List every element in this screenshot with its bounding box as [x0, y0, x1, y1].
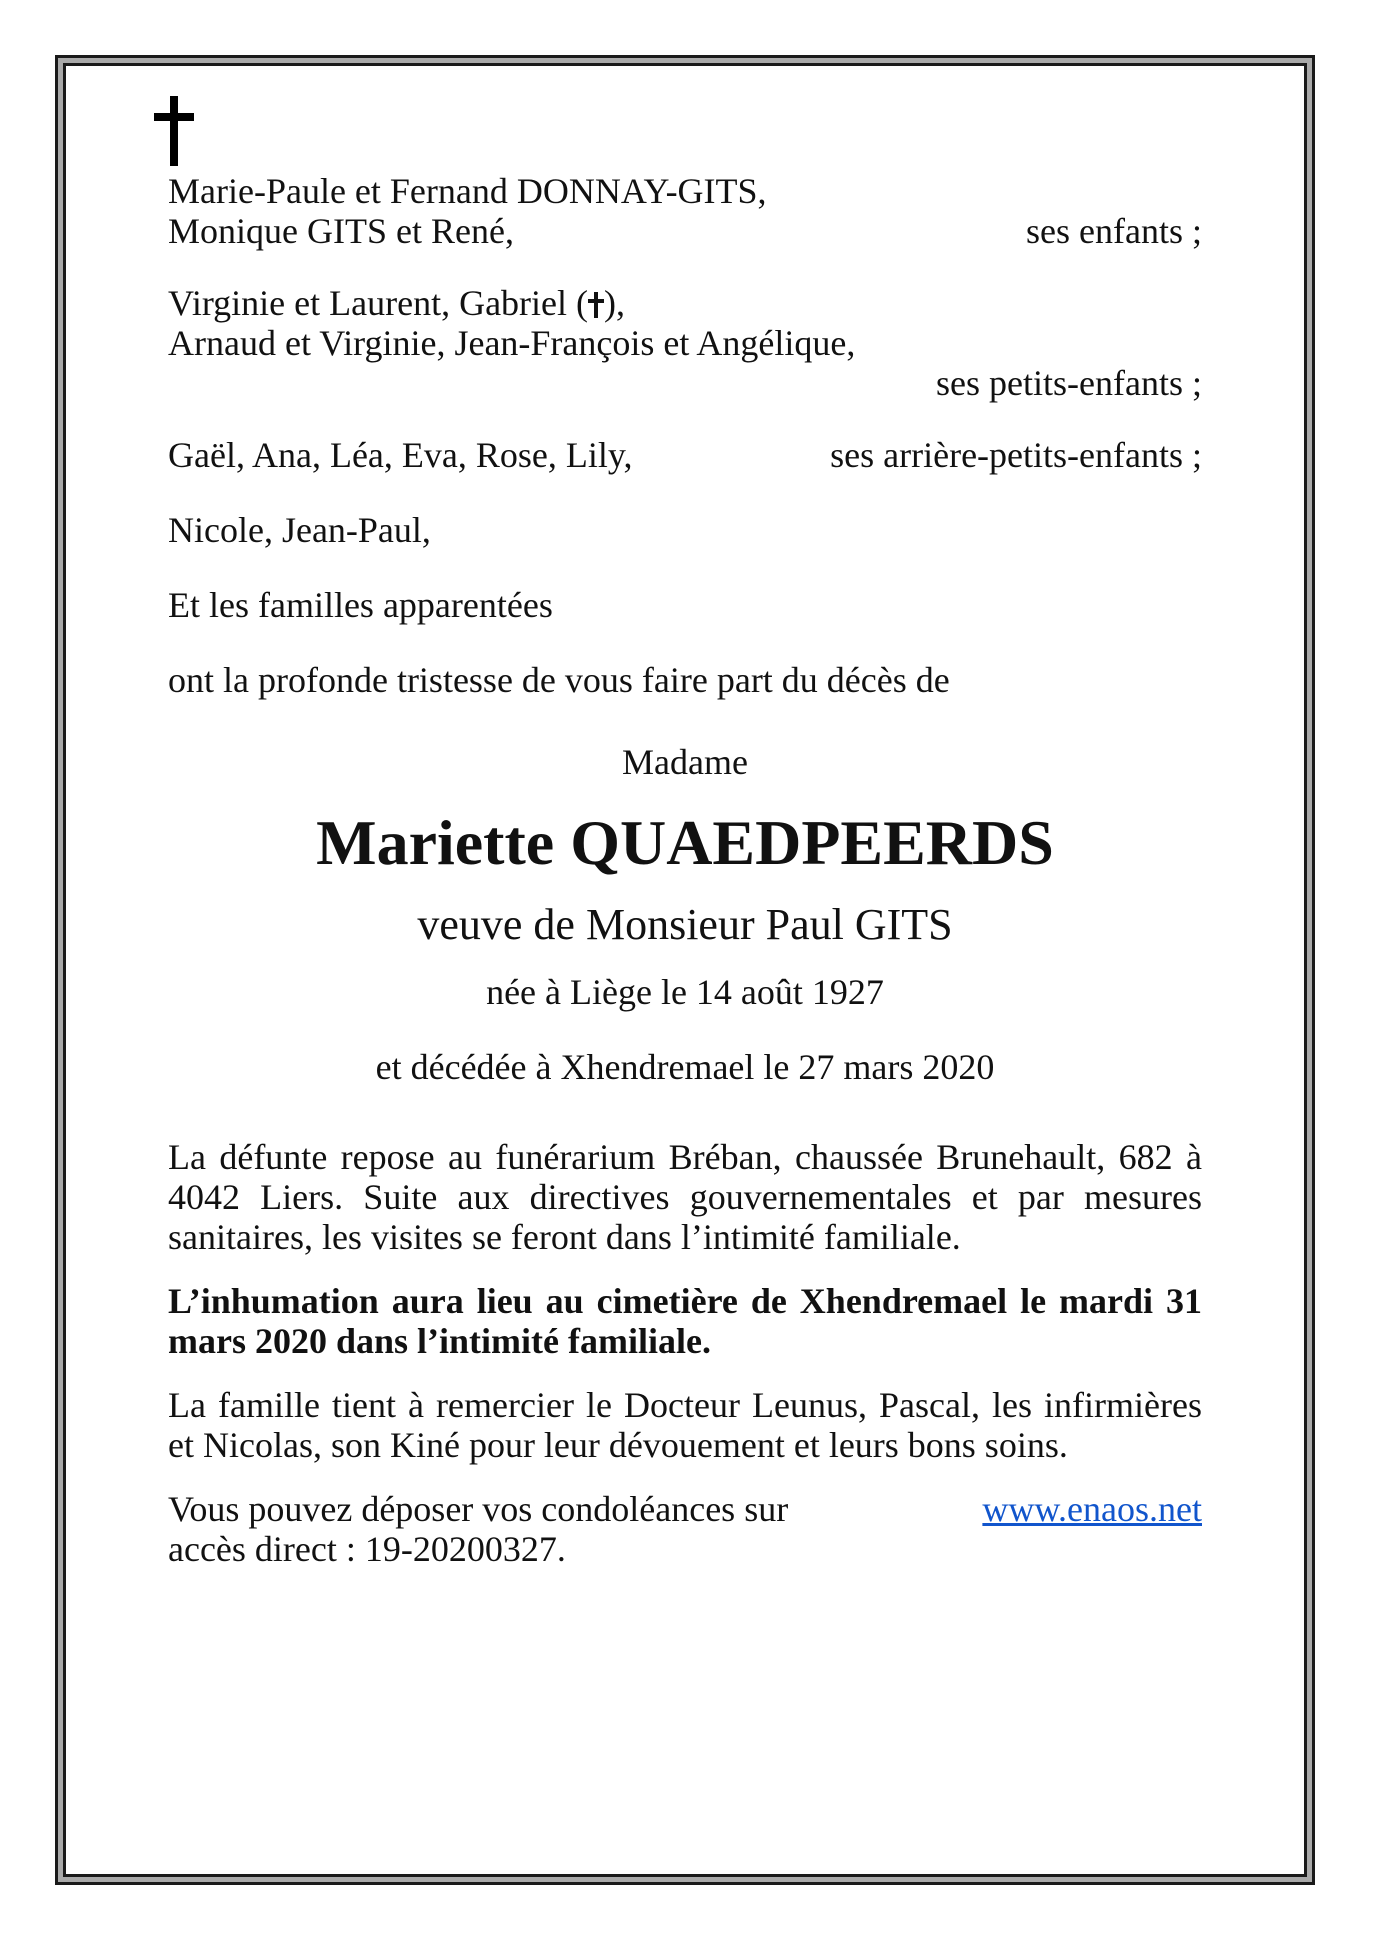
notice-frame — [55, 55, 1315, 1885]
grandchildren-block — [168, 283, 1202, 403]
direct-access-line: accès direct : 19-20200327. — [168, 1529, 566, 1569]
children-line-1: Marie-Paule et Fernand DONNAY-GITS, — [168, 171, 767, 211]
condolences-paragraph — [168, 1489, 1202, 1569]
birth-line: née à Liège le 14 août 1927 — [486, 972, 884, 1012]
notice-content — [168, 171, 1202, 1569]
announcement-line: ont la profonde tristesse de vous faire part du décès de — [168, 660, 950, 700]
widow-of-line: veuve de Monsieur Paul GITS — [417, 900, 953, 949]
cross-icon — [148, 96, 200, 166]
repose-paragraph: La défunte repose au funérarium Bréban, chaussée Brunehault, 682 à 4042 Liers. Suite aux directives gouvernementales et par mesures sanitaires, les visites se feront dans l’intimité familiale. — [168, 1137, 1202, 1257]
deceased-title: Madame — [622, 742, 748, 782]
notice-page — [63, 63, 1307, 1877]
children-block — [168, 171, 1202, 251]
deceased-name: Mariette QUAEDPEERDS — [316, 807, 1054, 878]
death-line: et décédée à Xhendremael le 27 mars 2020 — [375, 1047, 995, 1087]
great-grandchildren-role: ses arrière-petits-enfants ; — [830, 435, 1202, 475]
great-grandchildren-names: Gaël, Ana, Léa, Eva, Rose, Lily, — [168, 435, 633, 475]
others-line: Nicole, Jean-Paul, — [168, 510, 431, 550]
children-line-2: Monique GITS et René, — [168, 211, 514, 251]
burial-paragraph: L’inhumation aura lieu au cimetière de Xhendremael le mardi 31 mars 2020 dans l’intimité familiale. — [168, 1281, 1202, 1361]
cross-small-icon — [588, 292, 604, 318]
grandchildren-role: ses petits-enfants ; — [936, 363, 1202, 403]
thanks-paragraph: La famille tient à remercier le Docteur Leunus, Pascal, les infirmières et Nicolas, son Kiné pour leur dévouement et leurs bons soins. — [168, 1385, 1202, 1465]
great-grandchildren-line — [168, 435, 1202, 475]
children-role: ses enfants ; — [1026, 211, 1202, 251]
grandchildren-line-1: Virginie et Laurent, Gabriel ( ), — [168, 283, 626, 323]
families-line: Et les familles apparentées — [168, 585, 553, 625]
condolences-text: Vous pouvez déposer vos condoléances sur — [168, 1489, 789, 1529]
enaos-link[interactable]: www.enaos.net — [982, 1489, 1202, 1529]
grandchildren-line-2: Arnaud et Virginie, Jean-François et Angélique, — [168, 323, 856, 363]
